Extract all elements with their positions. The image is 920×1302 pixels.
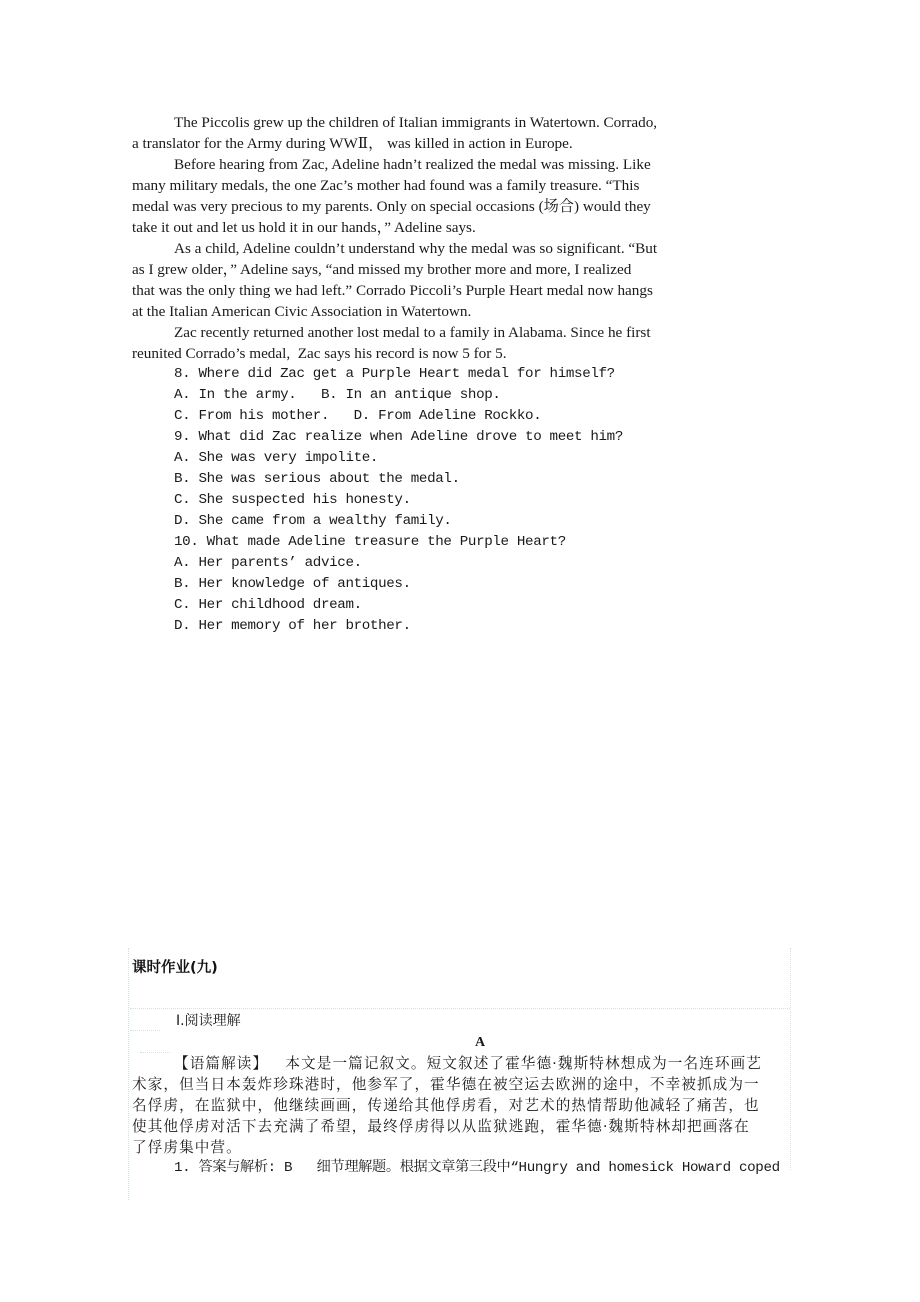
passage-label: A <box>475 1035 485 1050</box>
question-option: A. Her parents’ advice. <box>174 555 362 571</box>
frame-guide-small <box>130 1030 160 1031</box>
question-stem: 10. What made Adeline treasure the Purple Heart? <box>174 534 566 550</box>
question-option: A. She was very impolite. <box>174 450 379 466</box>
answer-explanation: 1. 答案与解析: B 细节理解题。根据文章第三段中“Hungry and homesick Howard coped <box>174 1160 780 1176</box>
section-heading: Ⅰ.阅读理解 <box>176 1013 241 1029</box>
question-option: D. She came from a wealthy family. <box>174 513 452 529</box>
question-option: D. Her memory of her brother. <box>174 618 411 634</box>
summary-line: 术家，但当日本轰炸珍珠港时，他参军了，霍华德在被空运去欧洲的途中，不幸被抓成为一 <box>132 1076 760 1093</box>
question-stem: 9. What did Zac realize when Adeline drove to meet him? <box>174 429 624 445</box>
question-option: B. Her knowledge of antiques. <box>174 576 411 592</box>
summary-line: 使其他俘虏对活下去充满了希望，最终俘虏得以从监狱逃跑，霍华德·魏斯特林却把画落在 <box>132 1118 750 1135</box>
passage-line: The Piccolis grew up the children of Italian immigrants in Watertown. Corrado, <box>174 114 658 131</box>
frame-guide-right <box>790 948 791 1170</box>
passage-line: at the Italian American Civic Association in Watertown. <box>132 303 472 320</box>
passage-line: reunited Corrado’s medal, Zac says his record is now 5 for 5. <box>132 345 507 362</box>
passage-line: take it out and let us hold it in our hands，” Adeline says. <box>132 219 476 236</box>
summary-line: 了俘虏集中营。 <box>132 1139 242 1156</box>
summary-line: 名俘虏，在监狱中，他继续画画，传递给其他俘虏看，对艺术的热情帮助他减轻了痛苦，也 <box>132 1097 760 1114</box>
question-option: C. From his mother. D. From Adeline Rockko. <box>174 408 542 424</box>
passage-line: Before hearing from Zac, Adeline hadn’t realized the medal was missing. Like <box>174 156 651 173</box>
passage-line: Zac recently returned another lost medal to a family in Alabama. Since he first <box>174 324 651 341</box>
passage-line: that was the only thing we had left.” Corrado Piccoli’s Purple Heart medal now hangs <box>132 282 653 299</box>
question-option: C. She suspected his honesty. <box>174 492 411 508</box>
passage-line: As a child, Adeline couldn’t understand why the medal was so significant. “But <box>174 240 658 257</box>
question-option: A. In the army. B. In an antique shop. <box>174 387 501 403</box>
frame-guide-left <box>128 948 129 1200</box>
passage-line: many military medals, the one Zac’s mother had found was a family treasure. “This <box>132 177 640 194</box>
passage-line: as I grew older，” Adeline says, “and missed my brother more and more, I realized <box>132 261 632 278</box>
frame-guide-top <box>130 1008 790 1009</box>
question-option: C. Her childhood dream. <box>174 597 362 613</box>
frame-guide-small <box>140 1052 170 1053</box>
passage-line: medal was very precious to my parents. Only on special occasions (场合) would they <box>132 198 651 215</box>
question-option: B. She was serious about the medal. <box>174 471 460 487</box>
passage-line: a translator for the Army during WWⅡ， was killed in action in Europe. <box>132 135 573 152</box>
page-title: 课时作业(九) <box>132 960 218 976</box>
question-stem: 8. Where did Zac get a Purple Heart medal for himself? <box>174 366 615 382</box>
summary-line: 【语篇解读】 本文是一篇记叙文。短文叙述了霍华德·魏斯特林想成为一名连环画艺 <box>174 1055 762 1072</box>
